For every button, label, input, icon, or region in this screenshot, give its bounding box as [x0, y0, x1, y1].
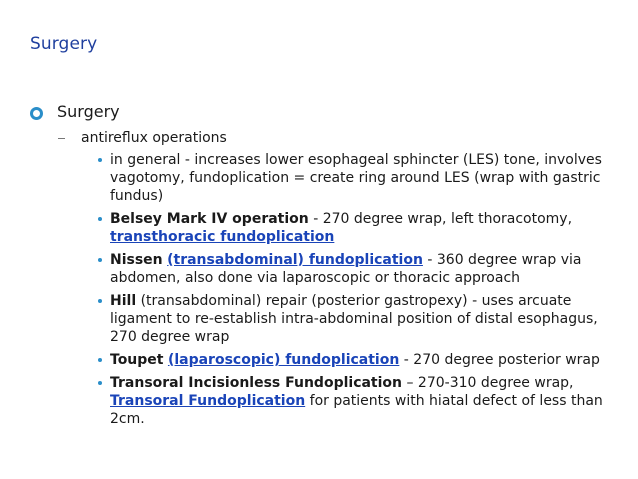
- link-laparoscopic-fundoplication[interactable]: (laparoscopic) fundoplication: [167, 352, 400, 368]
- bullet-l2-antireflux: [58, 129, 620, 147]
- item-bold-term: Nissen: [110, 252, 163, 268]
- list-item-text: [110, 251, 608, 287]
- dot-bullet-icon: [98, 358, 102, 362]
- item-text: - 360 degree wrap via abdomen, also done via laparoscopic or thoracic approach: [110, 252, 582, 286]
- list-item-text: [110, 374, 608, 428]
- list-item-text: [110, 210, 608, 246]
- item-text: (transabdominal) repair (posterior gastropexy) - uses arcuate ligament to re-establish intra-abdominal position of distal esophagus, 270 degree wrap: [110, 293, 598, 345]
- item-text: in general - increases lower esophageal sphincter (LES) tone, involves vagotomy, fundoplication = create ring around LES (wrap with gastric fundus): [110, 152, 602, 204]
- item-text: – 270-310 degree wrap,: [402, 375, 574, 391]
- list-item-hill: [98, 292, 608, 346]
- list-item-belsey: [98, 210, 608, 246]
- dot-bullet-icon: [98, 158, 102, 162]
- dash-bullet-icon: [58, 138, 65, 139]
- item-text: - 270 degree wrap, left thoracotomy,: [308, 211, 573, 227]
- bullet-l1-surgery: [30, 102, 620, 122]
- link-transthoracic-fundoplication[interactable]: transthoracic fundoplication: [110, 229, 335, 245]
- list-item-text: [110, 351, 608, 369]
- bullet-level-1: [30, 102, 620, 433]
- item-bold-term: Hill: [110, 293, 137, 309]
- list-item-text: [110, 151, 608, 205]
- item-text-2: for patients with hiatal defect of less than 2cm.: [110, 393, 603, 427]
- dot-bullet-icon: [98, 299, 102, 303]
- link-transoral-fundoplication[interactable]: Transoral Fundoplication: [110, 393, 306, 409]
- link-transabdominal-fundoplication[interactable]: (transabdominal) fundoplication: [167, 252, 423, 268]
- dot-bullet-icon: [98, 258, 102, 262]
- item-bold-term: Belsey Mark IV operation: [110, 211, 309, 227]
- bullet-l3-list: [98, 151, 608, 428]
- bullet-l2-label: antireflux operations: [81, 130, 227, 146]
- item-text: - 270 degree posterior wrap: [399, 352, 600, 368]
- bullet-l1-label: Surgery: [57, 102, 120, 121]
- dot-bullet-icon: [98, 217, 102, 221]
- item-bold-term: Transoral Incisionless Fundoplication: [110, 375, 403, 391]
- list-item-transoral: [98, 374, 608, 428]
- dot-bullet-icon: [98, 381, 102, 385]
- list-item-nissen: [98, 251, 608, 287]
- list-item-general: [98, 151, 608, 205]
- slide-title: Surgery: [30, 34, 98, 54]
- list-item-text: [110, 292, 608, 346]
- ring-bullet-icon: [30, 107, 43, 120]
- item-bold-term: Toupet: [110, 352, 164, 368]
- list-item-toupet: [98, 351, 608, 369]
